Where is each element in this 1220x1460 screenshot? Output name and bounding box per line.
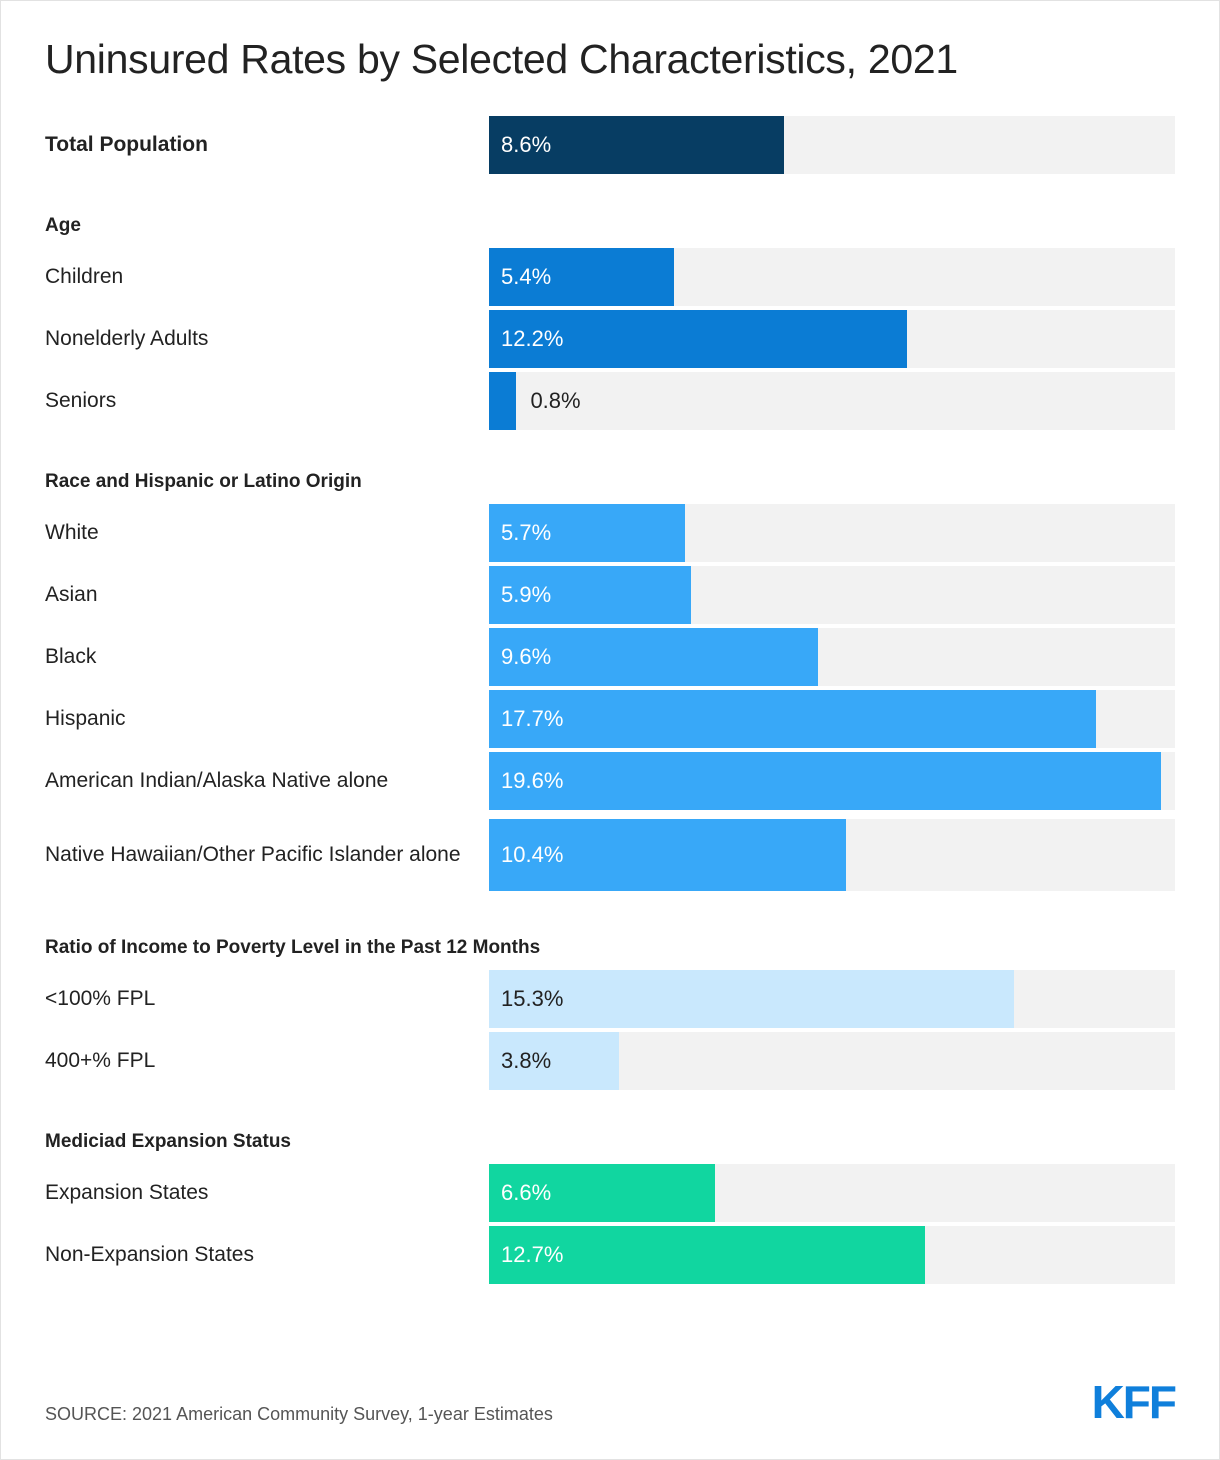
bar-track (489, 504, 1175, 562)
bar-track (489, 566, 1175, 624)
row-label: Black (45, 645, 97, 669)
bar-value-label: 19.6% (501, 768, 564, 794)
bar-track (489, 970, 1175, 1028)
bar-track (489, 690, 1175, 748)
row-label: Total Population (45, 133, 208, 157)
chart-row (45, 502, 1175, 564)
chart-row (45, 688, 1175, 750)
row-label: American Indian/Alaska Native alone (45, 769, 389, 793)
bar-value-label: 8.6% (501, 132, 552, 158)
bar-value-label: 12.2% (501, 326, 564, 352)
chart-row (45, 246, 1175, 308)
group-heading: Age (45, 215, 81, 237)
chart-row (45, 1224, 1175, 1286)
row-label: Expansion States (45, 1181, 209, 1205)
chart-row (45, 1162, 1175, 1224)
bar (489, 1164, 715, 1222)
group-heading: Race and Hispanic or Latino Origin (45, 471, 362, 493)
bar-value-label: 5.7% (501, 520, 552, 546)
row-label: 400+% FPL (45, 1049, 156, 1073)
row-label: Native Hawaiian/Other Pacific Islander alone (45, 843, 461, 867)
bar-value-label: 17.7% (501, 706, 564, 732)
chart-plot-area (45, 114, 1175, 1286)
bar (489, 690, 1096, 748)
bar-track (489, 248, 1175, 306)
chart-row (45, 564, 1175, 626)
bar (489, 628, 818, 686)
chart-footer (45, 1376, 1175, 1428)
chart-row (45, 114, 1175, 176)
row-label: Asian (45, 583, 98, 607)
bar-value-label: 6.6% (501, 1180, 552, 1206)
chart-row (45, 1030, 1175, 1092)
bar-track (489, 372, 1175, 430)
bar-value-label: 5.4% (501, 264, 552, 290)
group-heading: Ratio of Income to Poverty Level in the Past 12 Months (45, 937, 541, 959)
bar-track (489, 116, 1175, 174)
row-label: Children (45, 265, 124, 289)
bar-value-label: 9.6% (501, 644, 552, 670)
row-label: Hispanic (45, 707, 126, 731)
chart-row (45, 626, 1175, 688)
bar (489, 752, 1161, 810)
bar (489, 504, 685, 562)
chart-body (1, 1, 1219, 1286)
bar (489, 310, 907, 368)
row-label: White (45, 521, 99, 545)
bar (489, 372, 516, 430)
bar (489, 819, 846, 891)
bar (489, 970, 1014, 1028)
chart-row (45, 308, 1175, 370)
chart-row (45, 370, 1175, 432)
group-spacer (45, 176, 1175, 206)
bar-value-label: 12.7% (501, 1242, 564, 1268)
bar (489, 566, 691, 624)
bar-track (489, 752, 1175, 810)
row-label: Non-Expansion States (45, 1243, 254, 1267)
bar-track (489, 1226, 1175, 1284)
bar-track (489, 310, 1175, 368)
group-spacer (45, 1092, 1175, 1122)
source-note: SOURCE: 2021 American Community Survey, 1-year Estimates (45, 1404, 553, 1424)
bar-value-label: 3.8% (501, 1048, 552, 1074)
row-label: <100% FPL (45, 987, 156, 1011)
bar-value-label: 10.4% (501, 842, 564, 868)
bar-track (489, 628, 1175, 686)
bar (489, 116, 784, 174)
bar-value-label: 0.8% (530, 388, 581, 414)
bar-track (489, 1164, 1175, 1222)
bar (489, 248, 674, 306)
group-spacer (45, 432, 1175, 462)
bar (489, 1226, 925, 1284)
group-heading: Mediciad Expansion Status (45, 1131, 291, 1153)
row-label: Seniors (45, 389, 117, 413)
bar-track (489, 1032, 1175, 1090)
bar (489, 1032, 619, 1090)
group-spacer (45, 898, 1175, 928)
chart-row (45, 812, 1175, 898)
chart-row (45, 750, 1175, 812)
bar-track (489, 819, 1175, 891)
chart-row (45, 968, 1175, 1030)
kff-logo: KFF (1091, 1376, 1175, 1428)
bar-value-label: 5.9% (501, 582, 552, 608)
row-label: Nonelderly Adults (45, 327, 209, 351)
bar-value-label: 15.3% (501, 986, 564, 1012)
page-title: Uninsured Rates by Selected Characteristics, 2021 (45, 36, 958, 82)
